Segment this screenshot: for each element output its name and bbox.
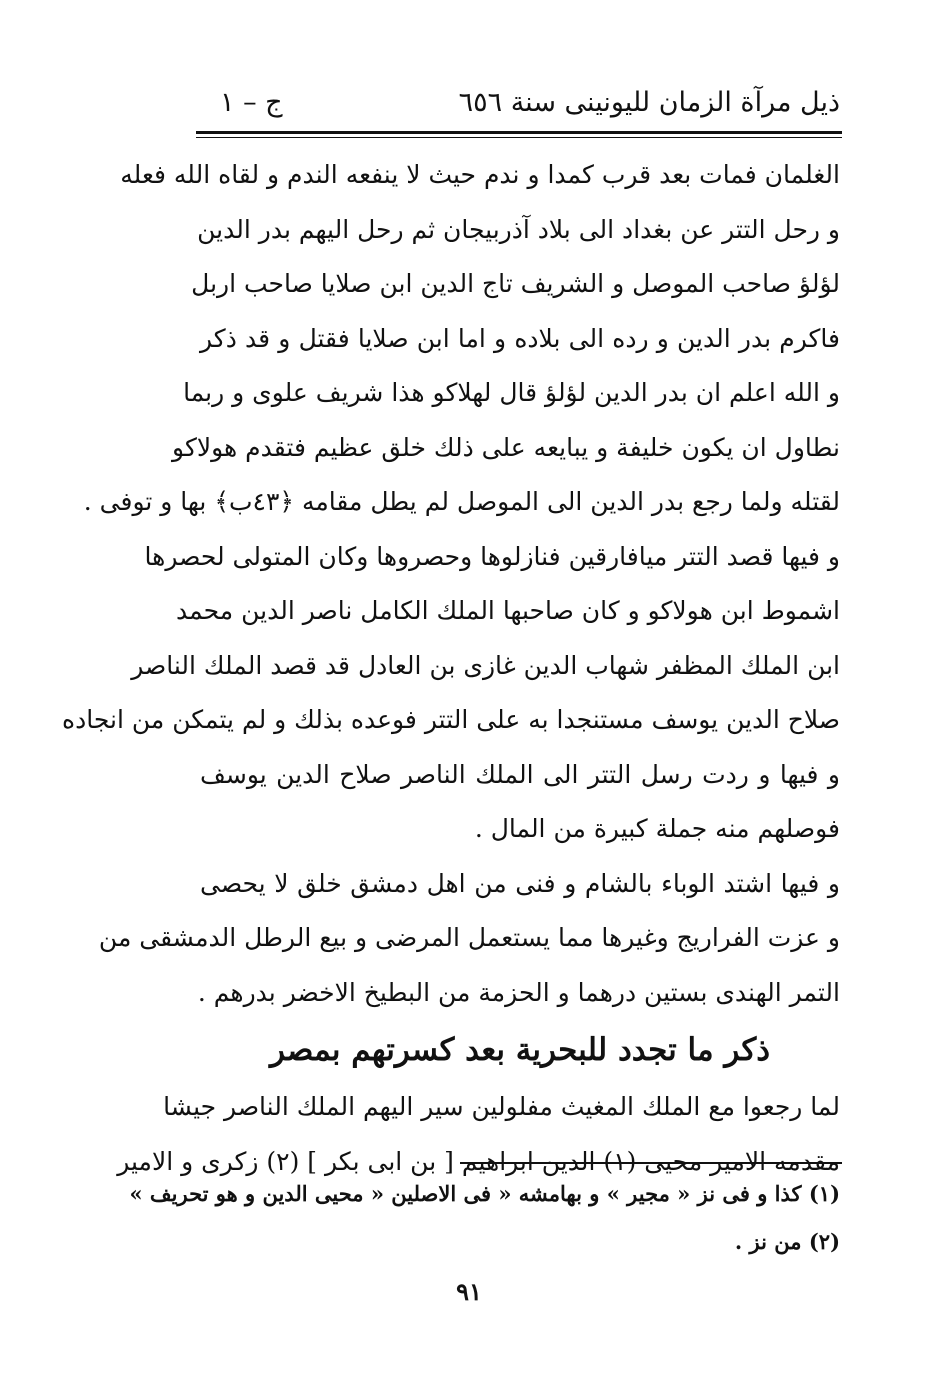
text-line: الغلمان فمات بعد قرب كمدا و ندم حيث لا ينفعه الندم و لقاه الله فعله <box>120 160 840 189</box>
volume-label: ج – ١ <box>220 87 283 118</box>
header-rule <box>196 131 842 134</box>
text-line: اشموط ابن هولاكو و كان صاحبها الملك الكامل ناصر الدين محمد <box>176 596 840 625</box>
header-rule-thin <box>196 137 842 138</box>
footnote-1: (١) كذا و فى نز « مجير » و بهامشه « فى الاصلين « محيى الدين و هو تحريف » <box>129 1181 840 1206</box>
text-line: و عزت الفراريج وغيرها مما يستعمل المرضى و بيع الرطل الدمشقى من <box>98 923 840 952</box>
text-line: ابن الملك المظفر شهاب الدين غازى بن العادل قد قصد الملك الناصر <box>131 650 840 680</box>
text-line: لؤلؤ صاحب الموصل و الشريف تاج الدين ابن صلايا صاحب اربل <box>191 269 840 298</box>
section-heading: ذكر ما تجدد للبحرية بعد كسرتهم بمصر <box>269 1032 771 1068</box>
text-line: فوصلهم منه جملة كبيرة من المال . <box>474 814 840 843</box>
text-line: و فيها اشتد الوباء بالشام و فنى من اهل دمشق خلق لا يحصى <box>200 868 840 898</box>
main-text <box>62 148 840 1189</box>
running-header <box>200 80 840 126</box>
text-line: و فيها قصد التتر ميافارقين فنازلوها وحصروها وكان المتولى لحصرها <box>144 541 840 571</box>
text-line: نطاول ان يكون خليفة و يبايعه على ذلك خلق عظيم فتقدم هولاكو <box>172 432 840 462</box>
footnotes <box>129 1170 840 1266</box>
footnote-rule <box>460 1162 842 1164</box>
footnote-2: (٢) من نز . <box>734 1229 840 1254</box>
text-line: و فيها و ردت رسل التتر الى الملك الناصر صلاح الدين يوسف <box>200 759 840 789</box>
text-line: لما رجعوا مع الملك المغيث مفلولين سير اليهم الملك الناصر جيشا <box>163 1092 840 1121</box>
text-line: و الله اعلم ان بدر الدين لؤلؤ قال لهلاكو هذا شريف علوى و ربما <box>183 378 840 407</box>
text-line: و رحل التتر عن بغداد الى بلاد آذربيجان ثم رحل اليهم بدر الدين <box>197 214 840 244</box>
text-line: التمر الهندى بستين درهما و الحزمة من البطيخ الاخضر بدرهم . <box>197 977 840 1007</box>
page-number: ٩١ <box>456 1277 482 1306</box>
text-line: فاكرم بدر الدين و رده الى بلاده و اما ابن صلايا فقتل و قد ذكر <box>200 323 840 353</box>
text-line: صلاح الدين يوسف مستنجدا به على التتر فوعده بذلك و لم يتمكن من انجاده <box>62 705 840 734</box>
book-title: ذيل مرآة الزمان لليونينى سنة ٦٥٦ <box>458 87 840 118</box>
text-line: لقتله ولما رجع بدر الدين الى الموصل لم يطل مقامه ﴿٤٣ب﴾ بها و توفى . <box>83 487 840 516</box>
text-line: مقدمه الامير محيى (١) الدين ابراهيم [ بن ابى بكر ] (٢) زكرى و الامير <box>117 1146 840 1176</box>
